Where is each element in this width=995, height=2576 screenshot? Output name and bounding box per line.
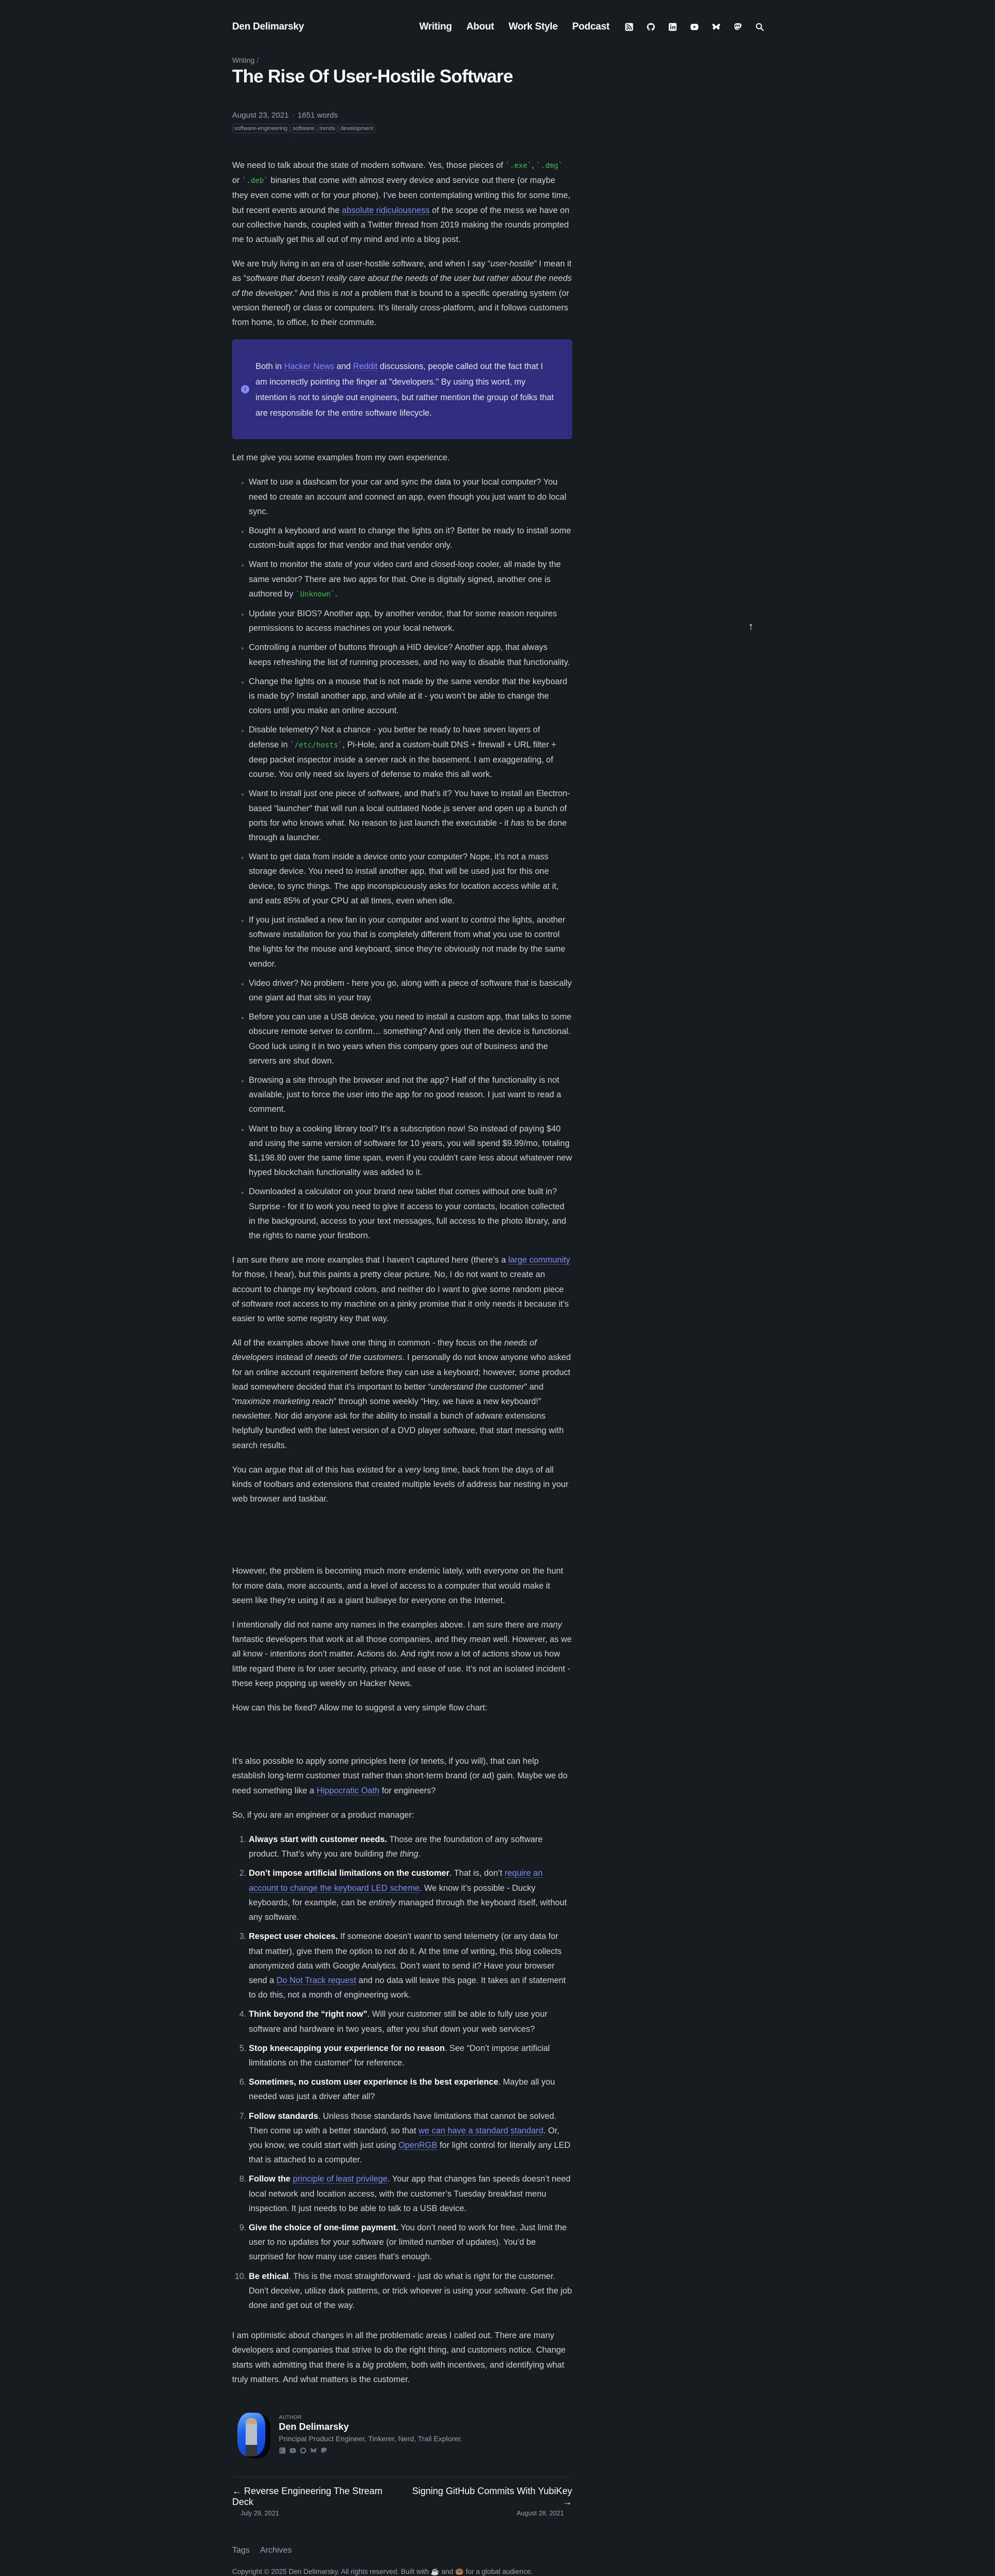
list-item: • Want to install just one piece of software, and that’s it? You have to install an Electron-based “launcher” that will run a local outdated Node.js server and open up a bunch of ports for who knows what. No reason to just launch the executable - it has to be done through a launcher. [249,786,572,845]
emphasis: needs of the customers [315,1353,403,1363]
divider [232,2477,572,2478]
inline-code: ` /etc/hosts ` [290,741,343,749]
inline-link[interactable]: OpenRGB [398,2140,437,2150]
next-post-title: Signing GitHub Commits With YubiKey [412,2485,572,2496]
tag-development[interactable]: development [338,124,375,133]
info-callout [232,339,572,439]
bluesky-icon[interactable] [711,22,721,32]
paragraph: So, if you are an engineer or a product manager: [232,1810,415,1820]
author-label: AUTHOR [279,2414,302,2421]
bold-text: Always start with customer needs. [249,1835,387,1845]
list-item: • Video driver? No problem - here you go, along with a piece of software that is basically one giant ad that sits in your tray. [249,976,572,1005]
emphasis: very [405,1465,421,1475]
tag-trends[interactable]: trends [317,124,337,133]
breadcrumb-writing-link[interactable]: Writing [232,56,255,64]
list-item: • Before you can use a USB device, you need to install a custom app, that talks to some obscure remote server to confirm… something? And only then the device is functional. Good luck using it in two years when this company goes out of business and the servers are shut down. [249,1010,572,1068]
next-post-date: August 28, 2021 [516,2509,564,2517]
github-icon[interactable] [646,22,656,32]
inline-link[interactable]: Do Not Track request [276,1975,357,1985]
post-meta [232,111,572,120]
inline-link[interactable]: Hacker News [284,362,335,372]
breadcrumb-separator: / [257,56,259,64]
emphasis: has [510,818,525,828]
list-item: 1. Always start with customer needs. Those are the foundation of any software product. That’s why you are building the thing. [249,1832,572,1861]
inline-code: ` .deb ` [242,177,268,185]
paragraph: I am sure there are more examples that I haven’t captured here (there’s a large community for those, I hear), but this paints a pretty clear picture. No, I do not want to create an account to change my keyboard colors, and neither do I want to give some random piece of software root access to my machine on a pinky promise that it only needs it because it’s easier to write some registry key that way. [232,1255,571,1323]
tag-list [232,124,572,133]
list-item: 2. Don’t impose artificial limitations on the customer. That is, don’t require an account to change the keyboard LED scheme. We know it’s possible - Ducky keyboards, for example, can be entirely managed through the keyboard itself, without any software. [249,1866,572,1924]
list-item: 3. Respect user choices. If someone doesn’t want to send telemetry (or any data for that matter), give them the option to not do it. At the time of writing, this blog collects anonymized data with Google Analytics. Don’t want to send it? Have your browser send a Do Not Track request and no data will leave this page. It takes an if statement to do this, not a month of engineering work. [249,1929,572,2002]
post-navigation [232,2486,572,2517]
bold-text: Stop kneecapping your experience for no reason [249,2043,445,2053]
emphasis: user-hostile [490,259,534,269]
youtube-icon[interactable] [689,22,700,32]
bold-text: Give the choice of one-time payment. [249,2223,399,2232]
list-item: 6. Sometimes, no custom user experience is the best experience. Maybe all you needed was just a driver after all? [249,2075,572,2104]
author-name: Den Delimarsky [279,2421,349,2432]
footer-links [232,2546,572,2555]
bluesky-icon[interactable] [310,2447,317,2455]
page-title: The Rise Of User-Hostile Software [232,66,513,87]
github-icon[interactable] [300,2447,307,2455]
list-item: 10. Be ethical. This is the most straightforward - just do what is right for the customer. Don’t deceive, utilize dark patterns, or trick whoever is using your software. Get the job done and get out of the way. [249,2269,572,2313]
emphasis: want [414,1932,432,1942]
tag-software-engineering[interactable]: software-engineering [232,124,290,133]
inline-link[interactable]: absolute ridiculousness [342,205,430,215]
paragraph: All of the examples above have one thing in common - they focus on the needs of developers instead of needs of the customers. I personally do not know anyone who asked for an online account requirement before they can use a keyboard; however, some product lead somewhere decided that it’s important to better “understand the customer” and “maximize marketing reach” through some weekly “Hey, we have a new keyboard!” newsletter. Nor did anyone ask for the ability to install a bunch of adware extensions helpfully bundled with the latest version of a DVD player software, that start messing with search results. [232,1338,571,1450]
bold-text: Don’t impose artificial limitations on the customer [249,1869,450,1878]
bold-text: Respect user choices. [249,1932,338,1942]
list-item: 4. Think beyond the “right now”. Will your customer still be able to fully use your software and hardware in two years, after you shut down your web services? [249,2007,572,2036]
flow-chart-placeholder [232,1725,572,1754]
list-item: • Disable telemetry? Not a chance - you better be ready to have seven layers of defense in ` /etc/hosts ` , Pi-Hole, and a custom-built DNS + firewall + URL filter + deep packet inspector inside a server rack in the basement. I am exaggerating, of course. You only need six layers of defense to make this all work. [249,723,572,782]
youtube-icon[interactable] [289,2447,296,2455]
inline-link[interactable]: Hippocratic Oath [316,1786,380,1795]
nav-podcast[interactable]: Podcast [572,21,609,32]
main-nav [405,21,765,33]
inline-code: ` .dmg ` [536,162,563,170]
avatar [237,2413,265,2456]
bold-text: Follow standards [249,2111,318,2121]
next-post-link[interactable] [412,2486,572,2507]
search-icon[interactable] [755,22,765,32]
paragraph: We need to talk about the state of modern software. Yes, those pieces of ` .exe ` , ` .dmg ` or ` .deb ` binaries that come with almost every device and service out there (or maybe they even come with or for your phone). I’ve been contemplating writing this for some time, but recent events around the absolute ridiculousness of the scope of the mess we have on our collective hands, coupled with a Twitter thread from 2019 making the rounds prompted me to actually get this all out of my mind and into a blog post. [232,158,572,247]
meta-separator: · [292,111,295,120]
bold-text: Think beyond the “right now” [249,2009,367,2019]
nav-about[interactable]: About [466,21,494,32]
next-post [403,2486,572,2517]
bold-text: Follow the [249,2174,293,2184]
list-item: • Want to buy a cooking library tool? It’s a subscription now! So instead of paying $40 and using the same version of software for 10 years, you will spend $9.99/mo, totaling $1,198.80 over the same time span, even if you couldn’t care less about whatever new hyped blockchain functionality was added to it. [249,1122,572,1180]
site-footer [232,2546,572,2576]
linkedin-icon[interactable] [279,2447,286,2455]
emphasis: understand the customer [431,1382,524,1392]
footer-archives-link[interactable]: Archives [260,2545,292,2555]
paragraph: We are truly living in an era of user-hostile software, and when I say “user-hostile” I mean it as “software that doesn’t really care about the needs of the user but rather about the needs of the developer.” And this is not a problem that is bound to a specific operating system (or version thereof) or class or computers. It’s literally cross-platform, and it follows customers from home, to office, to their commute. [232,259,572,328]
paragraph: However, the problem is becoming much more endemic lately, with everyone on the hunt for more data, more accounts, and a level of access to a computer that would make it seem like they’re using it as a giant bullseye for everyone on the Internet. [232,1566,563,1605]
list-item: • Want to monitor the state of your video card and closed-loop cooler, all made by the same vendor? There are two apps for that. One is digitally signed, another one is authored by ` Unknown ` . [249,557,572,602]
paragraph: I intentionally did not name any names in the examples above. I am sure there are many fantastic developers that work at all those companies, and they mean well. However, as we all know - intentions don’t matter. Actions do. And right now a lot of actions show us how little regard there is for user security, privacy, and ease of use. It’s not an isolated incident - these keep popping up weekly on Hacker News. [232,1620,572,1688]
callout-text: Both in Hacker News and Reddit discussions, people called out the fact that I am incorrectly pointing the finger at "developers." By using this word, my intention is not to single out engineers, but rather mention the group of folks that are responsible for the entire software lifecycle. [255,362,554,418]
list-item: • Want to use a dashcam for your car and sync the data to your local computer? You need to create an account and connect an app, even though you just want to do local sync. [249,475,572,519]
mastodon-icon[interactable] [320,2447,328,2455]
site-header [232,18,765,36]
nav-work-style[interactable]: Work Style [508,21,558,32]
principles-list [232,1832,572,2313]
arrow-right-icon: → [563,2496,572,2507]
paragraph: I am optimistic about changes in all the problematic areas I called out. There are many developers and companies that strive to do the right thing, and customers notice. Change starts with admitting that there is a big problem, both with incentives, and identifying what truly matters. And what matters is the customer. [232,2331,566,2384]
post-date: August 23, 2021 [232,111,289,120]
list-item: • If you just installed a new fan in your computer and want to control the lights, another software installation for you that is completely different from what you use to control the lights for the mouse and keyboard, since they’re obviously not made by the same vendor. [249,913,572,971]
footer-tags-link[interactable]: Tags [232,2545,250,2555]
examples-list [232,475,572,1243]
emphasis: needs of developers [232,1338,537,1363]
info-icon: i [241,385,249,393]
emphasis: not [340,288,353,298]
post-content [232,158,572,2387]
list-item: 7. Follow standards. Unless those standards have limitations that cannot be solved. Then come up with a better standard, so that we can have a standard standard. Or, you know, we could start with just using OpenRGB for light control for literally any LED that is attached to a computer. [249,2109,572,2168]
paragraph: Let me give you some examples from my own experience. [232,453,450,463]
nav-writing[interactable]: Writing [419,21,452,32]
paragraph: It’s also possible to apply some principles here (or tenets, if you will), that can help establish long-term customer trust rather than short-term brand (or ad) gain. Maybe we do need something like a Hippocratic Oath for engineers? [232,1757,568,1795]
inline-link[interactable]: we can have a standard standard [418,2126,544,2135]
bold-text: Be ethical [249,2271,289,2281]
list-item: 8. Follow the principle of least privilege. Your app that changes fan speeds doesn’t need local network and location access, with the customer’s Tuesday breakfast menu inspection. It just needs to be able to talk to a USB device. [249,2172,572,2216]
emphasis: software that doesn’t really care about the needs of the user but rather about the needs of the developer. [232,274,572,298]
emphasis: many [541,1620,562,1630]
inline-link[interactable]: principle of least privilege [293,2174,388,2184]
mastodon-icon[interactable] [733,22,743,32]
previous-post-title: Reverse Engineering The Stream Deck [232,2485,382,2507]
emphasis: entirely [368,1898,396,1907]
previous-post-link[interactable] [232,2486,382,2507]
paragraph: How can this be fixed? Allow me to suggest a very simple flow chart: [232,1703,488,1713]
list-item: • Update your BIOS? Another app, by another vendor, that for some reason requires permissions to access machines on your local network. [249,606,572,635]
list-item: • Controlling a number of buttons through a HID device? Another app, that always keeps refreshing the list of running processes, and no way to disable that functionality. [249,640,572,669]
list-item: 9. Give the choice of one-time payment. You don’t need to work for free. Just limit the user to no updates for your software (or limited number of updates). You’d be surprised for how many use cases that’s enough. [249,2220,572,2264]
list-item: • Want to get data from inside a device onto your computer? Nope, it’s not a mass storage device. You need to install another app, that will be used just for this one device, to sync things. The app inconspicuously asks for location access while at it, and eats 85% of your CPU at all times, even when idle. [249,850,572,908]
inline-link[interactable]: large community [508,1255,571,1265]
previous-post-date: July 29, 2021 [240,2509,279,2517]
inline-link[interactable]: Reddit [353,362,378,372]
article [232,56,572,2576]
site-brand-link[interactable]: Den Delimarsky [232,21,304,32]
author-social-links [279,2447,462,2455]
rss-icon[interactable] [624,22,634,32]
inline-link[interactable]: require an account to change the keyboard LED scheme [249,1869,543,1893]
emphasis: the thing [386,1849,419,1859]
emphasis: big [362,2360,374,2370]
author-card [232,2413,572,2456]
list-item: • Bought a keyboard and want to change the lights on it? Better be ready to install some custom-built apps for that vendor and that vendor only. [249,523,572,553]
list-item: • Browsing a site through the browser and not the app? Half of the functionality is not available, just to force the user into the app for no good reason. I just want to read a comment. [249,1073,572,1117]
back-to-top-button[interactable]: ↑ [748,621,754,632]
bold-text: Sometimes, no custom user experience is the best experience [249,2077,499,2087]
list-item: • Change the lights on a mouse that is not made by the same vendor that the keyboard is made by? Install another app, and while at it - you won’t be able to change the colors until you make an online account. [249,674,572,718]
breadcrumb [232,56,572,64]
emphasis: mean [469,1635,491,1645]
linkedin-icon[interactable] [667,22,678,32]
list-item: • Downloaded a calculator on your brand new tablet that comes without one built in? Surprise - for it to work you need to give it access to your contacts, location collected in the background, access to your text messages, full access to the photo library, and the rights to name your firstborn. [249,1184,572,1243]
word-count: 1651 words [297,111,338,120]
inline-code: ` Unknown ` [296,590,335,599]
image-placeholder [232,1516,572,1564]
copyright: Copyright © 2025 Den Delimarsky. All rights reserved. Built with ☕ and 🍩 for a global audience. [232,2567,533,2575]
paragraph: You can argue that all of this has existed for a very long time, back from the days of all kinds of toolbars and extensions that created multiple levels of address bar nesting in your web browser and taskbar. [232,1465,568,1504]
author-bio: Principal Product Engineer, Tinkerer, Nerd, Trail Explorer. [279,2434,463,2443]
emphasis: maximize marketing reach [235,1397,334,1407]
list-item: 5. Stop kneecapping your experience for no reason. See “Don’t impose artificial limitations on the customer” for reference. [249,2041,572,2070]
inline-code: ` .exe ` [505,162,532,170]
arrow-left-icon: ← [232,2485,241,2496]
previous-post [232,2486,403,2517]
tag-software[interactable]: software [291,124,317,133]
